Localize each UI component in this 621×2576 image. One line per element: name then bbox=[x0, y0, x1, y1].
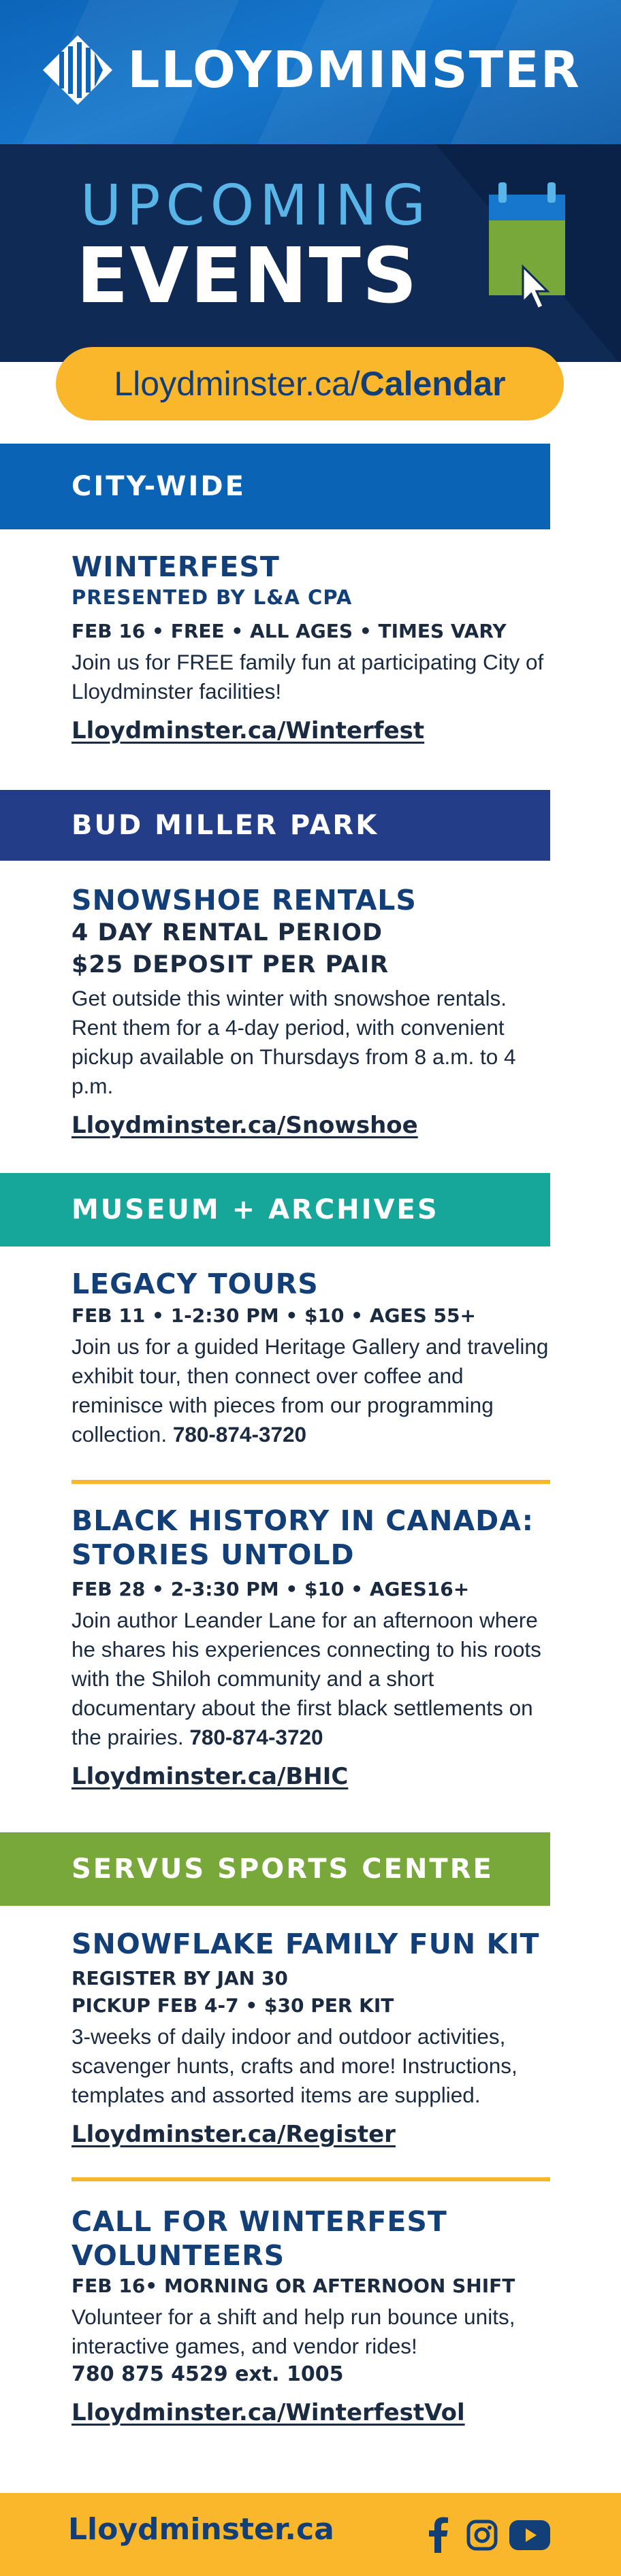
event-black-history bbox=[71, 1504, 556, 1791]
footer-url[interactable]: Lloydminster.ca bbox=[68, 2512, 334, 2547]
event-title: BLACK HISTORY IN CANADA: STORIES UNTOLD bbox=[71, 1504, 535, 1571]
event-subtitle-line1: 4 DAY RENTAL PERIOD bbox=[71, 919, 383, 946]
event-link[interactable]: Lloydminster.ca/WinterfestVol bbox=[71, 2399, 465, 2426]
facebook-icon[interactable] bbox=[426, 2516, 449, 2556]
event-snowflake-kit bbox=[71, 1927, 556, 2149]
calendar-link-bold: Calendar bbox=[360, 365, 506, 403]
section-city-wide bbox=[0, 444, 550, 529]
title-upcoming: UPCOMING bbox=[80, 174, 432, 238]
event-divider bbox=[71, 1480, 550, 1484]
section-heading: SERVUS SPORTS CENTRE bbox=[71, 1853, 494, 1885]
section-heading: CITY-WIDE bbox=[71, 471, 246, 502]
event-subtitle: PRESENTED BY L&A CPA bbox=[71, 586, 353, 609]
event-title: WINTERFEST bbox=[71, 550, 280, 583]
event-meta: FEB 11 • 1-2:30 PM • $10 • AGES 55+ bbox=[71, 1304, 476, 1327]
event-title: CALL FOR WINTERFEST VOLUNTEERS bbox=[71, 2205, 447, 2272]
event-description: 3-weeks of daily indoor and outdoor activities, scavenger hunts, crafts and more! Instructions, templates and assorted items are supplied. bbox=[71, 2024, 518, 2107]
calendar-link[interactable] bbox=[56, 347, 564, 420]
event-description: Volunteer for a shift and help run bounce units, interactive games, and vendor rides! bbox=[71, 2305, 515, 2358]
event-meta: FEB 28 • 2-3:30 PM • $10 • AGES16+ bbox=[71, 1578, 470, 1600]
event-link[interactable]: Lloydminster.ca/Winterfest bbox=[71, 717, 425, 744]
event-description bbox=[71, 1606, 556, 1752]
event-phone[interactable]: 780 875 4529 ext. 1005 bbox=[71, 2362, 344, 2386]
section-servus-sports-centre bbox=[0, 1832, 550, 1906]
event-meta: FEB 16• MORNING OR AFTERNOON SHIFT bbox=[71, 2275, 515, 2297]
title-events: EVENTS bbox=[76, 232, 419, 320]
event-description: Join us for FREE family fun at participating City of Lloydminster facilities! bbox=[71, 650, 544, 704]
youtube-icon[interactable] bbox=[509, 2520, 550, 2553]
footer bbox=[0, 2493, 621, 2576]
event-meta-line1: REGISTER BY JAN 30 bbox=[71, 1967, 288, 1989]
event-winterfest-volunteers bbox=[71, 2205, 556, 2428]
event-description: Get outside this winter with snowshoe rentals. Rent them for a 4-day period, with convenient pickup available on Thursdays from 8 a.m. to 4 p.m. bbox=[71, 986, 516, 1098]
event-snowshoe-rentals bbox=[71, 883, 556, 1140]
event-description-text: Join author Leander Lane for an afternoon where he shares his experiences connecting to his roots with the Shiloh community and a short documentary about the first black settlements on the prairies. bbox=[71, 1608, 541, 1749]
instagram-icon[interactable] bbox=[466, 2519, 498, 2554]
event-title: SNOWFLAKE FAMILY FUN KIT bbox=[71, 1928, 540, 1960]
brand-banner bbox=[0, 0, 621, 144]
event-subtitle-line2: $25 DEPOSIT PER PAIR bbox=[71, 951, 389, 978]
event-link[interactable]: Lloydminster.ca/Snowshoe bbox=[71, 1112, 418, 1139]
event-link[interactable]: Lloydminster.ca/BHIC bbox=[71, 1763, 349, 1790]
event-description bbox=[71, 1332, 556, 1449]
event-link[interactable]: Lloydminster.ca/Register bbox=[71, 2121, 396, 2148]
section-museum-archives bbox=[0, 1173, 550, 1246]
event-meta: FEB 16 • FREE • ALL AGES • TIMES VARY bbox=[71, 620, 507, 642]
section-heading: MUSEUM + ARCHIVES bbox=[71, 1194, 439, 1225]
event-winterfest bbox=[71, 550, 556, 746]
event-title: LEGACY TOURS bbox=[71, 1268, 319, 1300]
event-divider bbox=[71, 2177, 550, 2181]
section-heading: BUD MILLER PARK bbox=[71, 810, 379, 841]
event-meta-line2: PICKUP FEB 4-7 • $30 PER KIT bbox=[71, 1994, 394, 2017]
event-legacy-tours bbox=[71, 1267, 556, 1449]
lloydminster-logo-icon bbox=[40, 33, 115, 108]
brand-name: LLOYDMINSTER bbox=[127, 41, 581, 99]
event-phone[interactable]: 780-874-3720 bbox=[172, 1422, 307, 1447]
calendar-icon bbox=[483, 182, 572, 321]
event-title: SNOWSHOE RENTALS bbox=[71, 884, 417, 917]
title-banner bbox=[0, 144, 621, 362]
event-phone[interactable]: 780-874-3720 bbox=[189, 1725, 323, 1749]
calendar-link-prefix: Lloydminster.ca/ bbox=[114, 365, 360, 403]
section-bud-miller-park bbox=[0, 790, 550, 861]
event-description-text: Join us for a guided Heritage Gallery and traveling exhibit tour, then connect over coffee and reminisce with pieces from our programming collection. bbox=[71, 1334, 549, 1447]
